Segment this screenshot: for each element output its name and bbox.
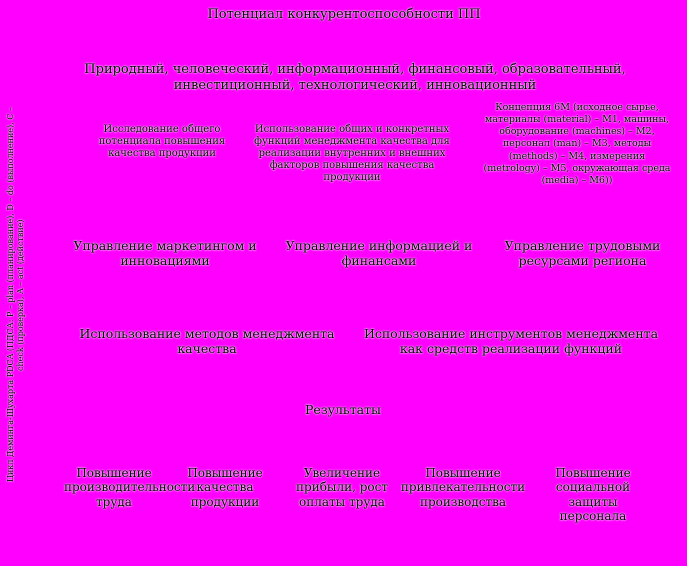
row3-left-box: Использование методов менеджмента качества bbox=[79, 326, 335, 356]
row2-right-box: Управление трудовыми ресурсами региона bbox=[504, 238, 661, 268]
row1-right-box: Концепция 6М (исходное сырье, материалы (material) – M1, машины, оборудование (machines) – M2, персонал (man) – M3, методы (methods) – M4, измерения (metrology) – M5, окружающая среда (media) – M6)) bbox=[483, 102, 671, 186]
results-title: Результаты bbox=[305, 402, 381, 417]
result-item: Повышение привлекательности производства bbox=[400, 466, 526, 509]
row3-right-box: Использование инструментов менеджмента как средств реализации функций bbox=[363, 326, 659, 356]
diagram-title: Потенциал конкурентоспособности ПП bbox=[207, 7, 481, 22]
potentials-list: Природный, человеческий, информационный, финансовый, образовательный, инвестиционный, технологический, инновационный bbox=[84, 62, 626, 93]
row2-left-box: Управление маркетингом и инновациями bbox=[73, 238, 257, 268]
pdca-side-label: Цикл Деминга-Шухарта PDCA (ПДСА: P – plan (планирование), D – do (выполнение), C – check (проверка), A – act (действие) bbox=[6, 107, 25, 483]
row1-middle-box: Использование общих и конкретных функций менеджмента качества для реализации внутренних и внешних факторов повышения качества продукции bbox=[254, 124, 450, 183]
row1-left-box: Исследование общего потенциала повышения качества продукции bbox=[98, 124, 226, 159]
row2-middle-box: Управление информацией и финансами bbox=[285, 238, 473, 268]
result-item: Повышение качества продукции bbox=[187, 466, 263, 509]
result-item: Увеличение прибыли, рост оплаты труда bbox=[296, 466, 388, 509]
result-item: Повышение производительности труда bbox=[64, 466, 196, 509]
result-item: Повышение социальной защиты персонала bbox=[555, 466, 631, 524]
